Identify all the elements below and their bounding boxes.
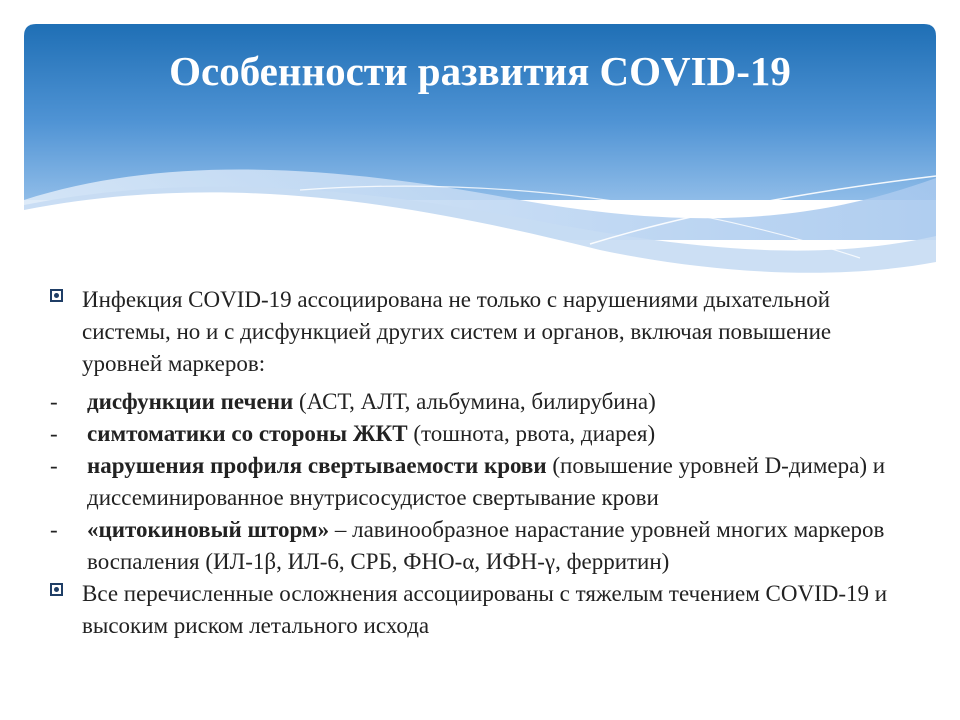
item-text: (АСТ, АЛТ, альбумина, билирубина) xyxy=(293,389,656,414)
dash-marker: - xyxy=(50,453,58,478)
header-wave-band xyxy=(0,0,960,300)
list-item xyxy=(50,450,910,514)
slide-body xyxy=(50,284,910,642)
intro-paragraph xyxy=(50,284,910,380)
list-item xyxy=(50,386,910,418)
dash-marker: - xyxy=(50,517,58,542)
item-bold-text: нарушения профиля свертываемости крови xyxy=(87,453,547,478)
item-text: – лавинообразное нарастание уровней многих маркеров воспаления (ИЛ-1β, ИЛ-6, СРБ, ФНО-α, ИФН-γ, ферритин) xyxy=(87,517,885,574)
item-bold-text: симтоматики со стороны ЖКТ xyxy=(87,421,408,446)
item-bold-text: дисфункции печени xyxy=(87,389,294,414)
item-bold-text: «цитокиновый шторм» xyxy=(87,517,330,542)
item-text: (тошнота, рвота, диарея) xyxy=(407,421,656,446)
square-bullet-icon xyxy=(50,289,63,302)
page-title: Особенности развития COVID-19 xyxy=(169,48,791,94)
dash-marker: - xyxy=(50,421,58,446)
square-bullet-icon xyxy=(50,583,63,596)
item-text: (повышение уровней D-димера) и диссеминированное внутрисосудистое свертывание крови xyxy=(87,453,886,510)
dash-marker: - xyxy=(50,389,58,414)
intro-text: Инфекция COVID-19 ассоциирована не только с нарушениями дыхательной системы, но и с дисфункцией других систем и органов, включая повышение уровней маркеров: xyxy=(82,287,832,376)
conclusion-paragraph xyxy=(50,578,910,642)
list-item xyxy=(50,514,910,578)
conclusion-text: Все перечисленные осложнения ассоциированы с тяжелым течением COVID-19 и высоким риском летального исхода xyxy=(82,581,888,638)
list-item xyxy=(50,418,910,450)
